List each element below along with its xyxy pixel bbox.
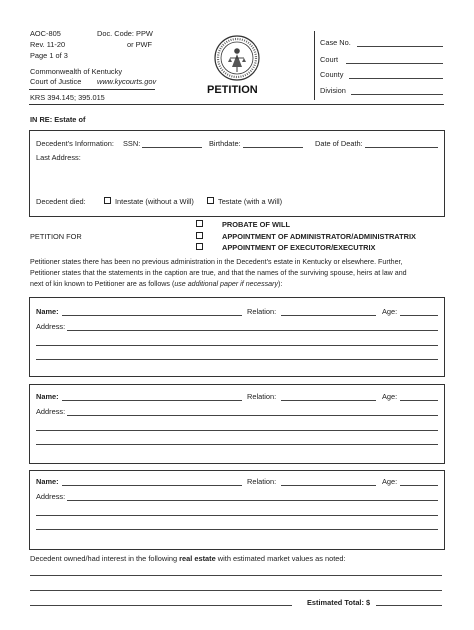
- person-1-name-field[interactable]: [62, 315, 242, 316]
- page-number: Page 1 of 3: [30, 51, 68, 60]
- birthdate-field[interactable]: [243, 147, 303, 148]
- administrator-checkbox[interactable]: [196, 232, 203, 239]
- probate-of-will-label: PROBATE OF WILL: [222, 220, 291, 229]
- person-3-age-label: Age:: [382, 477, 398, 486]
- ssn-label: SSN:: [123, 139, 141, 148]
- administrator-label: APPOINTMENT OF ADMINISTRATOR/ADMINISTRATRIX: [222, 232, 416, 241]
- doc-code: Doc. Code: PPW: [97, 29, 153, 38]
- person-3-address-field[interactable]: [67, 500, 438, 501]
- intestate-checkbox[interactable]: [104, 197, 111, 204]
- person-2-name-label: Name:: [36, 392, 59, 401]
- real-estate-bold: real estate: [179, 554, 216, 563]
- court-field[interactable]: [346, 63, 443, 64]
- person-3-address-label: Address:: [36, 492, 66, 501]
- statement-line-2: Petitioner states that the statements in the caption are true, and that the names of the surviving spouse, heirs at law and: [30, 269, 407, 277]
- petition-for-label: PETITION FOR: [30, 232, 82, 241]
- person-2-age-label: Age:: [382, 392, 398, 401]
- person-1-name-label: Name:: [36, 307, 59, 316]
- form-revision: Rev. 11-20: [30, 40, 66, 49]
- form-id: AOC-805: [30, 29, 61, 38]
- person-3-age-field[interactable]: [400, 485, 438, 486]
- person-1-age-label: Age:: [382, 307, 398, 316]
- case-no-field[interactable]: [357, 46, 443, 47]
- real-estate-line-1[interactable]: [30, 575, 442, 576]
- in-re-label: IN RE: Estate of: [30, 115, 86, 124]
- case-no-label: Case No.: [320, 38, 351, 47]
- header-rule: [29, 104, 444, 105]
- person-2-address-line-3[interactable]: [36, 444, 438, 445]
- header-divider: [29, 89, 155, 90]
- person-1-age-field[interactable]: [400, 315, 438, 316]
- decedent-died-label: Decedent died:: [36, 197, 86, 206]
- real-estate-prefix: Decedent owned/had interest in the following: [30, 554, 180, 563]
- decedent-info-label: Decedent’s Information:: [36, 139, 114, 148]
- person-1-address-line-3[interactable]: [36, 359, 438, 360]
- ssn-field[interactable]: [142, 147, 202, 148]
- estimated-total-field[interactable]: [376, 605, 442, 606]
- real-estate-statement: [30, 554, 346, 563]
- person-3-relation-label: Relation:: [247, 477, 277, 486]
- person-3-name-field[interactable]: [62, 485, 242, 486]
- person-2-address-line-2[interactable]: [36, 430, 438, 431]
- statement-line-3-prefix: next of kin known to Petitioner are as follows (: [30, 280, 175, 288]
- case-box-divider: [314, 31, 315, 100]
- court-subname: Court of Justice: [30, 77, 82, 86]
- person-1-address-line-2[interactable]: [36, 345, 438, 346]
- person-1-relation-field[interactable]: [281, 315, 376, 316]
- executor-label: APPOINTMENT OF EXECUTOR/EXECUTRIX: [222, 243, 376, 252]
- last-address-label: Last Address:: [36, 153, 81, 162]
- division-label: Division: [320, 86, 346, 95]
- court-label: Court: [320, 55, 339, 64]
- estimated-total-label: Estimated Total: $: [307, 598, 371, 607]
- kentucky-seal-icon: [213, 34, 261, 82]
- real-estate-line-3[interactable]: [30, 605, 292, 606]
- division-field[interactable]: [351, 94, 443, 95]
- intestate-label: Intestate (without a Will): [115, 197, 194, 206]
- person-2-age-field[interactable]: [400, 400, 438, 401]
- document-title: PETITION: [207, 84, 258, 96]
- person-1-address-label: Address:: [36, 322, 66, 331]
- county-label: County: [320, 70, 344, 79]
- real-estate-line-2[interactable]: [30, 590, 442, 591]
- executor-checkbox[interactable]: [196, 243, 203, 250]
- date-of-death-field[interactable]: [365, 147, 438, 148]
- statement-line-1: Petitioner states there has been no previous administration in the Decedent’s estate in Kentucky or elsewhere. Further,: [30, 258, 403, 266]
- person-2-relation-field[interactable]: [281, 400, 376, 401]
- person-1-relation-label: Relation:: [247, 307, 277, 316]
- doc-code-alt: or PWF: [127, 40, 153, 49]
- court-website: www.kycourts.gov: [97, 77, 157, 86]
- person-3-address-line-2[interactable]: [36, 515, 438, 516]
- statement-line-3-suffix: ):: [278, 280, 283, 288]
- statute-reference: KRS 394.145; 395.015: [30, 93, 105, 102]
- county-field[interactable]: [349, 78, 443, 79]
- person-2-name-field[interactable]: [62, 400, 242, 401]
- real-estate-suffix: with estimated market values as noted:: [215, 554, 346, 563]
- court-name: Commonwealth of Kentucky: [30, 67, 123, 76]
- probate-of-will-checkbox[interactable]: [196, 220, 203, 227]
- person-3-name-label: Name:: [36, 477, 59, 486]
- date-of-death-label: Date of Death:: [315, 139, 363, 148]
- person-3-address-line-3[interactable]: [36, 529, 438, 530]
- person-1-address-field[interactable]: [67, 330, 438, 331]
- person-3-relation-field[interactable]: [281, 485, 376, 486]
- person-2-address-field[interactable]: [67, 415, 438, 416]
- statement-line-3: [30, 280, 282, 288]
- birthdate-label: Birthdate:: [209, 139, 241, 148]
- testate-label: Testate (with a Will): [218, 197, 283, 206]
- person-2-relation-label: Relation:: [247, 392, 277, 401]
- person-2-address-label: Address:: [36, 407, 66, 416]
- testate-checkbox[interactable]: [207, 197, 214, 204]
- statement-line-3-note: use additional paper if necessary: [174, 280, 279, 288]
